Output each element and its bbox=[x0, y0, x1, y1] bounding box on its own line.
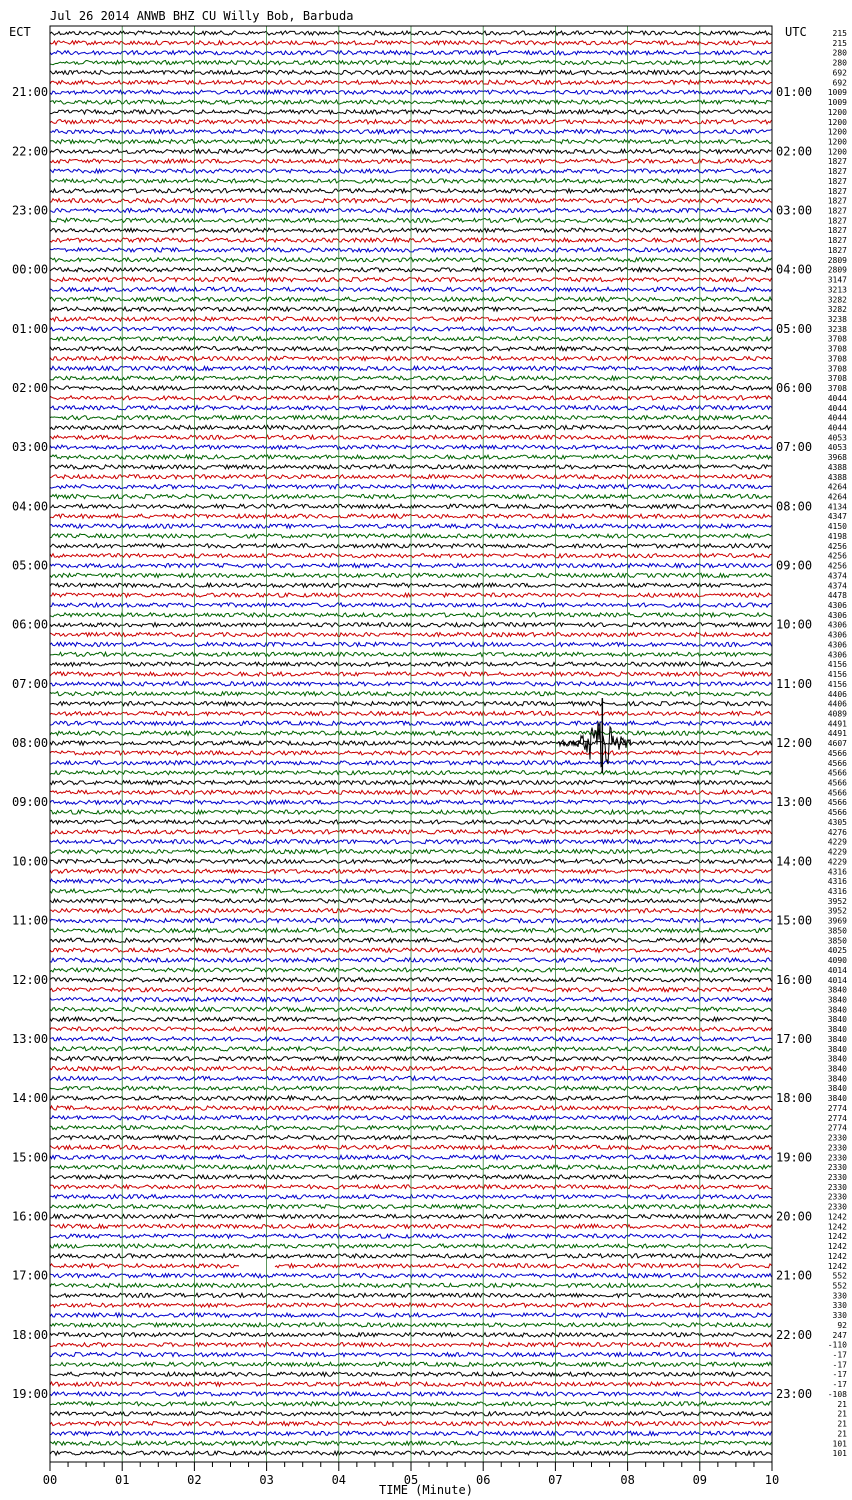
row-value-label: 1827 bbox=[827, 216, 847, 226]
row-value-label: 3708 bbox=[827, 344, 847, 354]
row-value-label: 4053 bbox=[827, 433, 847, 443]
left-hour-label: 08:00 bbox=[12, 736, 49, 751]
row-value-labels bbox=[828, 29, 847, 1458]
row-value-label: 4156 bbox=[827, 670, 847, 680]
right-hour-label: 04:00 bbox=[776, 262, 813, 277]
row-value-label: 4014 bbox=[827, 975, 847, 985]
row-value-label: 2330 bbox=[827, 1192, 847, 1202]
x-tick-label: 03 bbox=[259, 1473, 274, 1487]
row-value-label: 2330 bbox=[827, 1182, 847, 1192]
row-value-label: 3238 bbox=[827, 324, 847, 334]
right-hour-label: 17:00 bbox=[776, 1031, 813, 1046]
row-value-label: 21 bbox=[837, 1429, 847, 1439]
right-hour-label: 16:00 bbox=[776, 972, 813, 987]
row-value-label: 4566 bbox=[827, 778, 847, 788]
row-value-label: 4347 bbox=[827, 512, 847, 522]
row-value-label: 2330 bbox=[827, 1143, 847, 1153]
left-hour-label: 03:00 bbox=[12, 440, 49, 455]
left-hour-label: 02:00 bbox=[12, 381, 49, 396]
right-hour-label: 06:00 bbox=[776, 381, 813, 396]
right-hour-label: 03:00 bbox=[776, 203, 813, 218]
row-value-label: 101 bbox=[832, 1439, 847, 1449]
row-value-label: 4306 bbox=[827, 640, 847, 650]
row-value-label: 4229 bbox=[827, 837, 847, 847]
left-hour-label: 10:00 bbox=[12, 854, 49, 869]
row-value-label: 1242 bbox=[827, 1261, 847, 1271]
row-value-label: 2774 bbox=[827, 1113, 847, 1123]
row-value-label: 4388 bbox=[827, 472, 847, 482]
right-hour-label: 14:00 bbox=[776, 854, 813, 869]
row-value-label: 2774 bbox=[827, 1103, 847, 1113]
row-value-label: 4316 bbox=[827, 877, 847, 887]
row-value-label: 4150 bbox=[827, 522, 847, 532]
right-hour-label: 10:00 bbox=[776, 617, 813, 632]
row-value-label: 1827 bbox=[827, 186, 847, 196]
row-value-label: 330 bbox=[832, 1311, 847, 1321]
row-value-label: 3840 bbox=[827, 1054, 847, 1064]
row-value-label: 4316 bbox=[827, 887, 847, 896]
row-value-label: 1242 bbox=[827, 1232, 847, 1242]
row-value-label: 2330 bbox=[827, 1133, 847, 1143]
row-value-label: 4044 bbox=[827, 403, 847, 413]
row-value-label: 4198 bbox=[827, 531, 847, 541]
row-value-label: 1827 bbox=[827, 245, 847, 255]
row-value-label: 4156 bbox=[827, 679, 847, 689]
row-value-label: 1827 bbox=[827, 236, 847, 246]
left-timezone-label: ECT bbox=[9, 25, 31, 39]
row-value-label: 4044 bbox=[827, 423, 847, 433]
row-value-label: -108 bbox=[827, 1389, 847, 1399]
row-value-label: 247 bbox=[832, 1330, 847, 1340]
row-value-label: 4406 bbox=[827, 689, 847, 699]
row-value-label: 3952 bbox=[827, 896, 847, 906]
x-tick-label: 00 bbox=[42, 1473, 58, 1487]
right-hour-label: 08:00 bbox=[776, 499, 813, 514]
row-value-label: 692 bbox=[832, 78, 847, 88]
row-value-label: 4305 bbox=[827, 817, 847, 827]
row-value-label: 4256 bbox=[827, 541, 847, 551]
row-value-label: 4566 bbox=[827, 758, 847, 768]
left-hour-label: 12:00 bbox=[12, 972, 49, 987]
row-value-label: 4406 bbox=[827, 699, 847, 709]
row-value-label: 4306 bbox=[827, 630, 847, 640]
row-value-label: 3840 bbox=[827, 1025, 847, 1035]
row-value-label: 3708 bbox=[827, 354, 847, 364]
right-hour-label: 05:00 bbox=[776, 321, 813, 336]
row-value-label: 2330 bbox=[827, 1173, 847, 1182]
row-value-label: 1827 bbox=[827, 157, 847, 167]
row-value-label: 3840 bbox=[827, 995, 847, 1005]
right-hour-label: 02:00 bbox=[776, 144, 813, 159]
row-value-label: 3708 bbox=[827, 334, 847, 344]
row-value-label: 4264 bbox=[827, 492, 847, 502]
row-value-label: 4566 bbox=[827, 788, 847, 798]
row-value-label: 4607 bbox=[827, 739, 847, 749]
row-value-label: 3840 bbox=[827, 1015, 847, 1025]
row-value-label: 1009 bbox=[827, 98, 847, 108]
row-value-label: 3840 bbox=[827, 985, 847, 995]
x-tick-label: 04 bbox=[331, 1473, 347, 1487]
right-timezone-label: UTC bbox=[785, 25, 807, 39]
right-hour-label: 21:00 bbox=[776, 1268, 813, 1283]
row-value-label: 4306 bbox=[827, 620, 847, 630]
row-value-label: 1827 bbox=[827, 226, 847, 236]
x-tick-label: 09 bbox=[692, 1473, 708, 1487]
row-value-label: 3969 bbox=[827, 916, 847, 926]
row-value-label: -110 bbox=[827, 1340, 847, 1350]
row-value-label: 1242 bbox=[827, 1251, 847, 1261]
left-hour-label: 13:00 bbox=[12, 1031, 49, 1046]
row-value-label: 4229 bbox=[827, 847, 847, 857]
row-value-label: 1242 bbox=[827, 1222, 847, 1232]
left-hour-label: 11:00 bbox=[12, 913, 49, 928]
left-hour-label: 23:00 bbox=[12, 203, 49, 218]
x-tick-label: 05 bbox=[403, 1473, 419, 1487]
row-value-label: 4044 bbox=[827, 393, 847, 403]
row-value-label: 1827 bbox=[827, 167, 847, 177]
row-value-label: 3282 bbox=[827, 305, 847, 315]
row-value-label: 2774 bbox=[827, 1123, 847, 1133]
row-value-label: 3708 bbox=[827, 374, 847, 384]
left-hour-label: 18:00 bbox=[12, 1327, 49, 1342]
right-hour-label: 19:00 bbox=[776, 1150, 813, 1165]
chart-title: Jul 26 2014 ANWB BHZ CU Willy Bob, Barbuda bbox=[50, 9, 354, 23]
row-value-label: 4566 bbox=[827, 808, 847, 818]
row-value-label: 3840 bbox=[827, 1064, 847, 1074]
row-value-label: 92 bbox=[837, 1320, 847, 1330]
left-hour-label: 14:00 bbox=[12, 1091, 49, 1106]
row-value-label: 4090 bbox=[827, 956, 847, 966]
row-value-label: 4089 bbox=[827, 709, 847, 719]
row-value-label: 2330 bbox=[827, 1153, 847, 1163]
row-value-label: 1200 bbox=[827, 137, 847, 147]
row-value-label: -17 bbox=[832, 1380, 847, 1390]
row-value-label: 3147 bbox=[827, 275, 847, 285]
left-hour-label: 17:00 bbox=[12, 1268, 49, 1283]
row-value-label: 4491 bbox=[827, 729, 847, 739]
row-value-label: -17 bbox=[832, 1370, 847, 1380]
row-value-label: 3840 bbox=[827, 1094, 847, 1104]
row-value-label: -17 bbox=[832, 1350, 847, 1360]
x-axis-label: TIME (Minute) bbox=[379, 1483, 473, 1497]
row-value-label: 552 bbox=[832, 1281, 847, 1291]
left-hour-label: 01:00 bbox=[12, 321, 49, 336]
right-hour-label: 23:00 bbox=[776, 1386, 813, 1401]
row-value-label: 1242 bbox=[827, 1242, 847, 1252]
row-value-label: 4566 bbox=[827, 798, 847, 808]
row-value-label: 101 bbox=[832, 1449, 847, 1459]
row-value-label: 4156 bbox=[827, 660, 847, 670]
row-value-label: 4566 bbox=[827, 768, 847, 778]
left-hour-label: 19:00 bbox=[12, 1386, 49, 1401]
right-hour-label: 15:00 bbox=[776, 913, 813, 928]
row-value-label: 4053 bbox=[827, 443, 847, 453]
row-value-label: 4374 bbox=[827, 571, 847, 581]
row-value-label: 2809 bbox=[827, 265, 847, 275]
row-value-label: 1242 bbox=[827, 1212, 847, 1222]
left-hour-label: 22:00 bbox=[12, 144, 49, 159]
left-hour-label: 04:00 bbox=[12, 499, 49, 514]
row-value-label: 4566 bbox=[827, 748, 847, 758]
row-value-label: 3213 bbox=[827, 285, 847, 295]
row-value-label: 21 bbox=[837, 1399, 847, 1409]
row-value-label: 3238 bbox=[827, 315, 847, 324]
row-value-label: 3840 bbox=[827, 1074, 847, 1084]
row-value-label: 692 bbox=[832, 68, 847, 78]
x-tick-label: 02 bbox=[187, 1473, 202, 1487]
row-value-label: 4256 bbox=[827, 561, 847, 571]
row-value-label: 4306 bbox=[827, 601, 847, 610]
row-value-label: 1200 bbox=[827, 117, 847, 127]
x-tick-label: 06 bbox=[475, 1473, 491, 1487]
row-value-label: 4014 bbox=[827, 965, 847, 975]
row-value-label: 3840 bbox=[827, 1034, 847, 1044]
row-value-label: 21 bbox=[837, 1419, 847, 1429]
right-hour-label: 01:00 bbox=[776, 85, 813, 100]
row-value-label: 215 bbox=[832, 29, 847, 38]
row-value-label: 21 bbox=[837, 1409, 847, 1419]
row-value-label: 552 bbox=[832, 1271, 847, 1281]
row-value-label: 4306 bbox=[827, 610, 847, 620]
left-hour-label: 00:00 bbox=[12, 262, 49, 277]
row-value-label: 1200 bbox=[827, 127, 847, 137]
left-hour-label: 07:00 bbox=[12, 676, 49, 691]
row-value-label: -17 bbox=[832, 1360, 847, 1370]
row-value-label: 1200 bbox=[827, 147, 847, 157]
row-value-label: 2809 bbox=[827, 255, 847, 265]
right-hour-label: 13:00 bbox=[776, 795, 813, 810]
row-value-label: 4478 bbox=[827, 591, 847, 601]
row-value-label: 1827 bbox=[827, 206, 847, 216]
row-value-label: 4491 bbox=[827, 719, 847, 729]
left-hour-label: 15:00 bbox=[12, 1150, 49, 1165]
right-hour-label: 22:00 bbox=[776, 1327, 813, 1342]
row-value-label: 3850 bbox=[827, 936, 847, 946]
row-value-label: 4044 bbox=[827, 413, 847, 423]
x-tick-label: 07 bbox=[548, 1473, 563, 1487]
right-hour-label: 18:00 bbox=[776, 1091, 813, 1106]
left-hour-label: 05:00 bbox=[12, 558, 49, 573]
row-value-label: 1200 bbox=[827, 107, 847, 117]
row-value-label: 1827 bbox=[827, 176, 847, 186]
row-value-label: 2330 bbox=[827, 1202, 847, 1212]
left-hour-labels bbox=[12, 85, 48, 1401]
right-hour-labels bbox=[776, 85, 812, 1401]
row-value-label: 280 bbox=[832, 48, 847, 58]
row-value-label: 3840 bbox=[827, 1005, 847, 1015]
row-value-label: 4374 bbox=[827, 581, 847, 591]
row-value-label: 3708 bbox=[827, 364, 847, 374]
row-value-label: 4388 bbox=[827, 462, 847, 472]
right-hour-label: 09:00 bbox=[776, 558, 813, 573]
row-value-label: 4229 bbox=[827, 857, 847, 867]
row-value-label: 4256 bbox=[827, 551, 847, 561]
row-value-label: 3968 bbox=[827, 453, 847, 463]
row-value-label: 3952 bbox=[827, 906, 847, 916]
row-value-label: 3708 bbox=[827, 384, 847, 394]
row-value-label: 4264 bbox=[827, 482, 847, 492]
left-hour-label: 21:00 bbox=[12, 85, 49, 100]
row-value-label: 4025 bbox=[827, 946, 847, 956]
x-tick-label: 01 bbox=[114, 1473, 130, 1487]
right-hour-label: 12:00 bbox=[776, 736, 813, 751]
left-hour-label: 09:00 bbox=[12, 795, 49, 810]
row-value-label: 1009 bbox=[827, 88, 847, 98]
left-hour-label: 16:00 bbox=[12, 1209, 49, 1224]
row-value-label: 4316 bbox=[827, 867, 847, 877]
row-value-label: 3840 bbox=[827, 1084, 847, 1094]
row-value-label: 4276 bbox=[827, 827, 847, 837]
row-value-label: 3282 bbox=[827, 295, 847, 305]
row-value-label: 215 bbox=[832, 38, 847, 48]
x-tick-label: 10 bbox=[764, 1473, 780, 1487]
row-value-label: 4306 bbox=[827, 650, 847, 660]
right-hour-label: 11:00 bbox=[776, 676, 813, 691]
row-value-label: 330 bbox=[832, 1301, 847, 1311]
right-hour-label: 20:00 bbox=[776, 1209, 813, 1224]
x-tick-label: 08 bbox=[620, 1473, 635, 1487]
right-hour-label: 07:00 bbox=[776, 440, 813, 455]
left-hour-label: 06:00 bbox=[12, 617, 49, 632]
row-value-label: 3850 bbox=[827, 926, 847, 936]
row-value-label: 3840 bbox=[827, 1044, 847, 1054]
row-value-label: 330 bbox=[832, 1291, 847, 1301]
row-value-label: 1827 bbox=[827, 196, 847, 206]
event-burst bbox=[559, 722, 631, 767]
row-value-label: 280 bbox=[832, 58, 847, 68]
row-value-label: 4134 bbox=[827, 502, 847, 512]
row-value-label: 2330 bbox=[827, 1163, 847, 1173]
